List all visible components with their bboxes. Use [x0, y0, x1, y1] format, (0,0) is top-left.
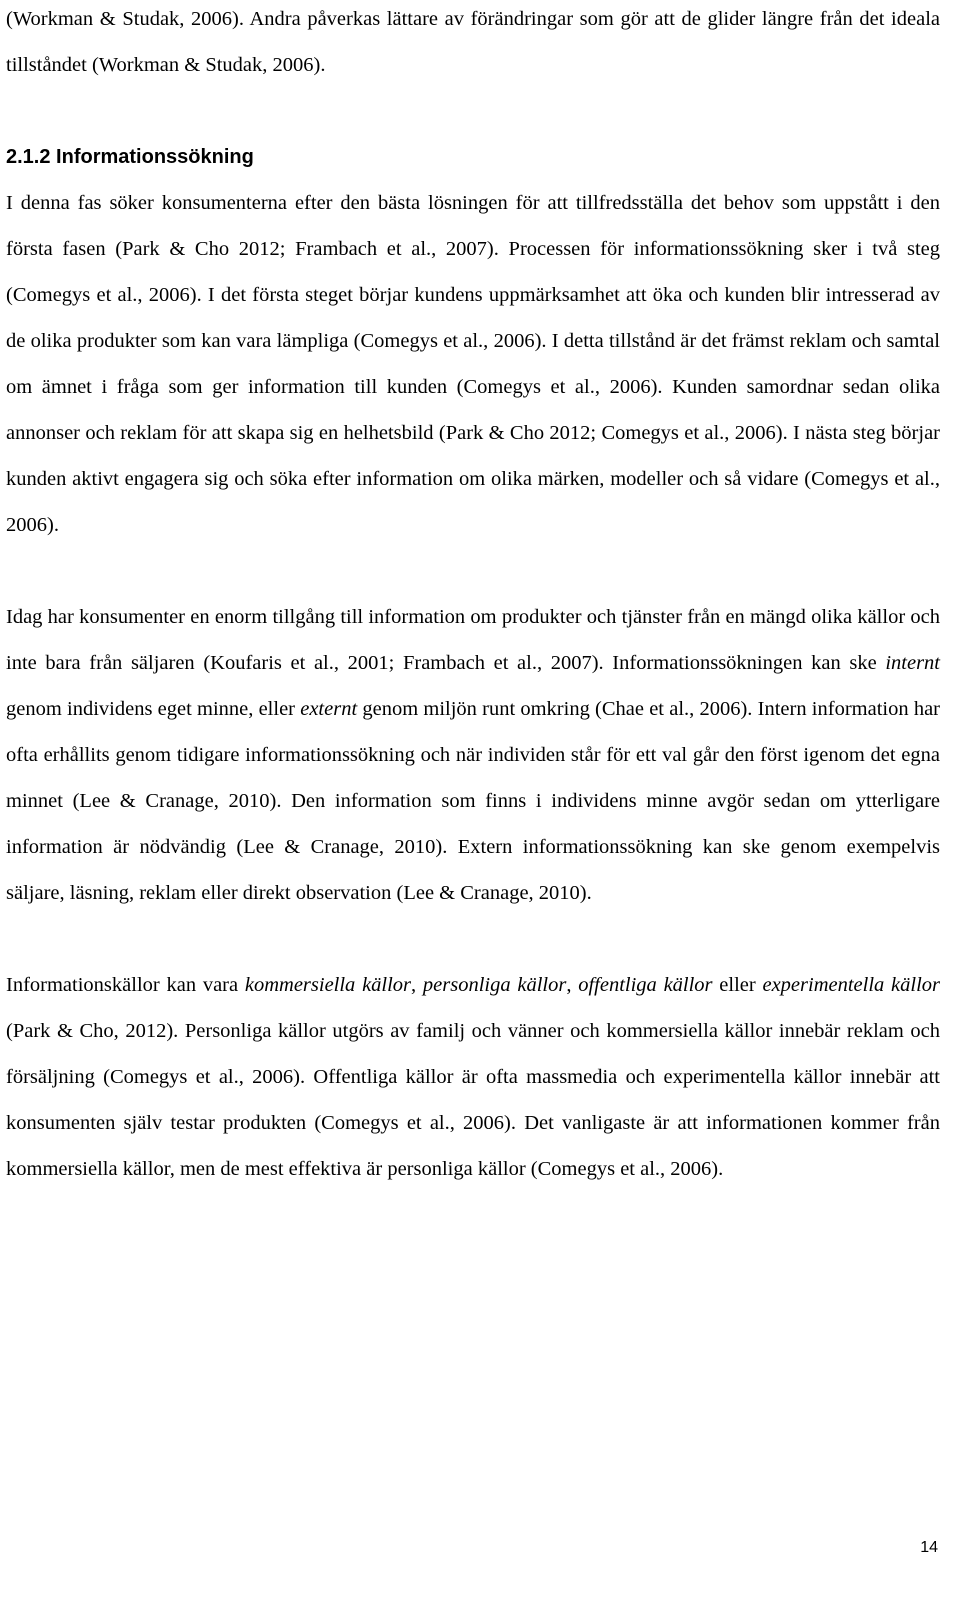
text-run: (Park & Cho, 2012). Personliga källor utgörs av familj och vänner och kommersiella källor innebär reklam och försäljning (Comegys et al., 2006). Offentliga källor är ofta massmedia och experimentella källor innebär att konsumenten själv testar produkten (Comegys et al., 2006). Det vanligaste är att informationen kommer från kommersiella källor, men de mest effektiva är personliga källor (Comegys et al., 2006).: [6, 1020, 940, 1180]
section-heading: 2.1.2 Informationssökning: [6, 146, 254, 168]
emphasis-experimentella-kallor: experimentella källor: [762, 974, 941, 996]
paragraph-continuation: (Workman & Studak, 2006). Andra påverkas lättare av förändringar som gör att de glider längre från det ideala tillståndet (Workman & Studak, 2006).: [6, 8, 940, 76]
paragraph-information-sources: [6, 962, 940, 1192]
text-run: Idag har konsumenter en enorm tillgång till information om produkter och tjänster från en mängd olika källor och inte bara från säljaren (Koufaris et al., 2001; Frambach et al., 2007). Informationssökningen kan ske: [6, 606, 940, 674]
document-page: [6, 0, 940, 1192]
text-run: genom individens eget minne, eller: [6, 698, 301, 720]
paragraph-information-search-steps: I denna fas söker konsumenterna efter den bästa lösningen för att tillfredsställa det behov som uppstått i den första fasen (Park & Cho 2012; Frambach et al., 2007). Processen för informationssökning sker i två steg (Comegys et al., 2006). I det första steget börjar kundens uppmärksamhet att öka och kunden blir intresserad av de olika produkter som kan vara lämpliga (Comegys et al., 2006). I detta tillstånd är det främst reklam och samtal om ämnet i fråga som ger information till kunden (Comegys et al., 2006). Kunden samordnar sedan olika annonser och reklam för att skapa sig en helhetsbild (Park & Cho 2012; Comegys et al., 2006). I nästa steg börjar kunden aktivt engagera sig och söka efter information om olika märken, modeller och så vidare (Comegys et al., 2006).: [6, 192, 940, 536]
text-run: ,: [411, 974, 423, 996]
paragraph-internal-external-search: [6, 594, 940, 916]
emphasis-offentliga-kallor: offentliga källor: [578, 974, 713, 996]
paragraph-spacer: [6, 88, 940, 134]
emphasis-kommersiella-kallor: kommersiella källor: [244, 974, 412, 996]
paragraph-spacer: [6, 548, 940, 594]
emphasis-internt: internt: [885, 652, 940, 674]
text-run: genom miljön runt omkring (Chae et al., 2006). Intern information har ofta erhållits genom tidigare informationssökning och när individen står för ett val går den först igenom det egna minnet (Lee & Cranage, 2010). Den information som finns i individens minne avgör sedan om ytterligare information är nödvändig (Lee & Cranage, 2010). Extern informationssökning kan ske genom exempelvis säljare, läsning, reklam eller direkt observation (Lee & Cranage, 2010).: [6, 698, 940, 904]
emphasis-personliga-kallor: personliga källor: [422, 974, 567, 996]
text-run: Informationskällor kan vara: [6, 974, 245, 996]
page-number: 14: [920, 1539, 938, 1556]
text-run: eller: [712, 974, 763, 996]
emphasis-externt: externt: [300, 698, 358, 720]
paragraph-spacer: [6, 916, 940, 962]
text-run: ,: [566, 974, 579, 996]
